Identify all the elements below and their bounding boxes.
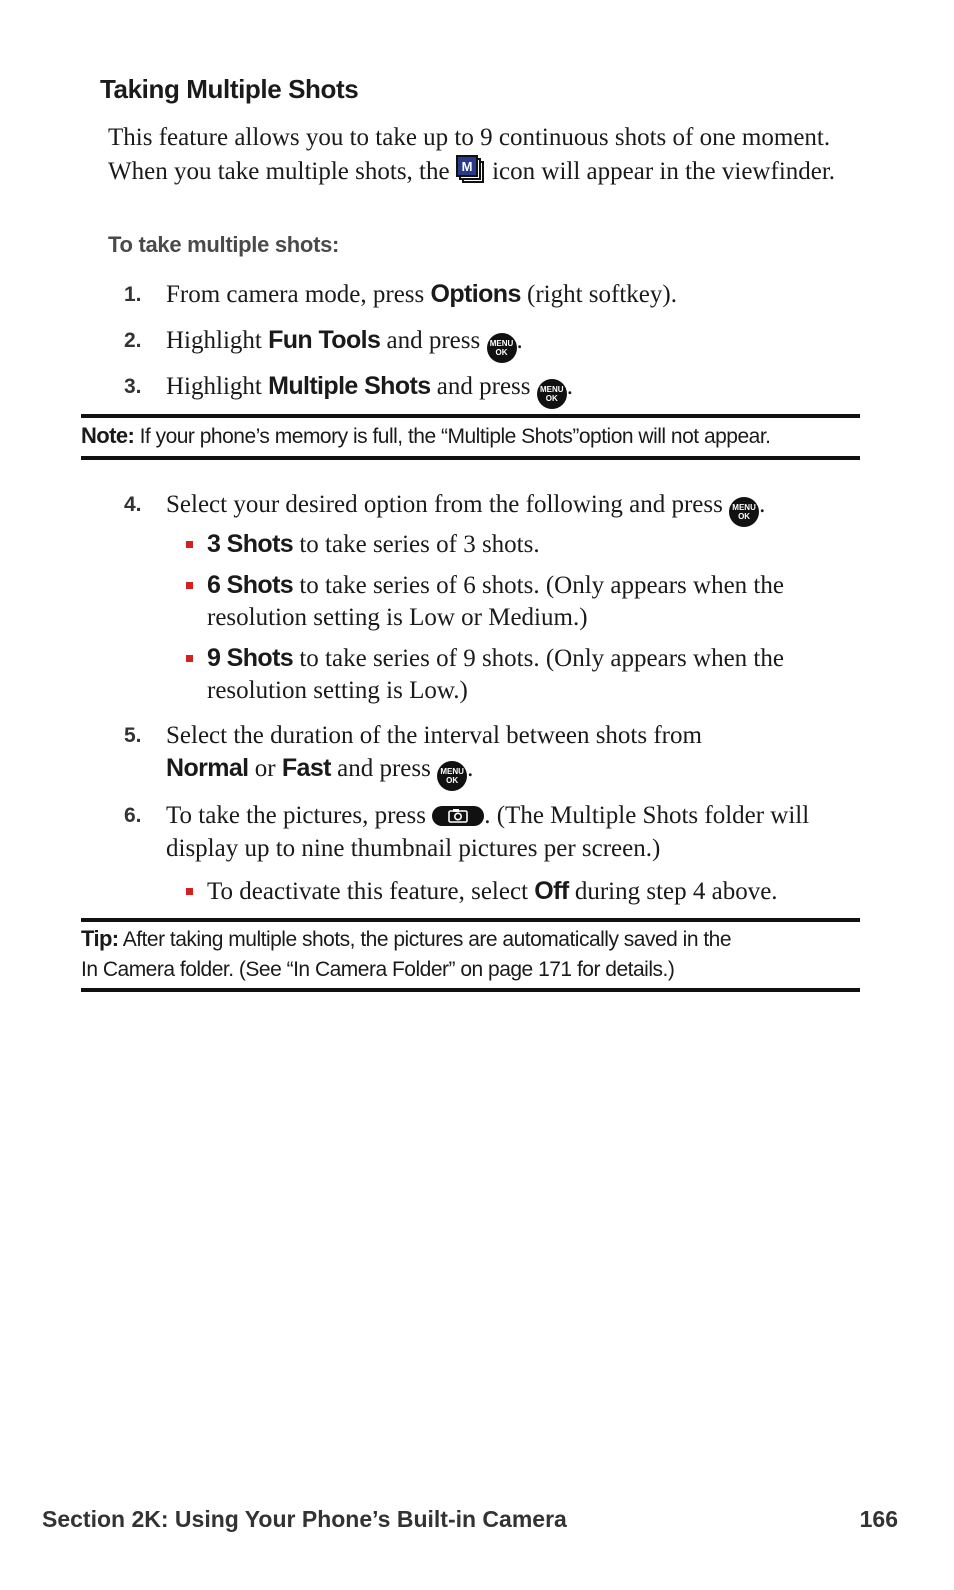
key-options: Options <box>430 280 521 308</box>
step-number: 4. <box>124 493 142 516</box>
step-text: Highlight <box>166 327 262 354</box>
key-multiple-shots: Multiple Shots <box>268 372 431 400</box>
bullet-marker <box>186 541 193 548</box>
key-fun-tools: Fun Tools <box>268 326 381 354</box>
step-number: 1. <box>124 283 142 306</box>
step-text: Highlight <box>166 373 262 400</box>
step-text: Select the duration of the interval between shots from <box>166 722 702 749</box>
menu-ok-key-icon: MENU OK <box>537 379 567 409</box>
option-text: to take series of 9 shots. (Only appears when the resolution setting is Low.) <box>207 645 784 704</box>
step-text: From camera mode, press <box>166 281 425 308</box>
menu-ok-key-icon: MENU OK <box>487 333 517 363</box>
subheading: To take multiple shots: <box>108 232 340 257</box>
tip-box <box>81 924 860 985</box>
page-number: 166 <box>859 1506 898 1532</box>
note-label: Note: <box>81 423 135 448</box>
step-text: To take the pictures, press <box>166 802 426 829</box>
bullet-text: during step 4 above. <box>574 878 778 905</box>
tip-bottom-rule <box>81 988 860 992</box>
option-label: 6 Shots <box>207 571 294 599</box>
option-text: to take series of 6 shots. (Only appears when the resolution setting is Low or Medium.) <box>207 572 784 631</box>
step-text: (right softkey). <box>527 281 677 308</box>
footer-section-title: Section 2K: Using Your Phone’s Built-in Camera <box>42 1506 567 1532</box>
multiple-shots-icon <box>456 154 486 186</box>
svg-text:M: M <box>461 159 473 174</box>
key-off: Off <box>534 877 569 905</box>
camera-key-icon <box>432 806 484 826</box>
option-label: 3 Shots <box>207 530 294 558</box>
tip-text-line1: After taking multiple shots, the pictures are automatically saved in the <box>122 928 732 951</box>
tip-text-line2: In Camera folder. (See “In Camera Folder” on page 171 for details.) <box>81 958 675 981</box>
note-bottom-rule <box>81 456 860 460</box>
step-text: Select your desired option from the following and press <box>166 491 723 518</box>
tip-label: Tip: <box>81 926 119 951</box>
step-number: 6. <box>124 804 142 827</box>
key-fast: Fast <box>281 754 331 782</box>
bullet-marker <box>186 655 193 662</box>
intro-text-after: icon will appear in the viewfinder. <box>492 158 836 185</box>
bullet-marker <box>186 582 193 589</box>
step-number: 2. <box>124 329 142 352</box>
tip-top-rule <box>81 918 860 922</box>
menu-ok-key-icon: MENU OK <box>437 761 467 791</box>
note-box <box>81 421 860 452</box>
section-heading: Taking Multiple Shots <box>100 74 359 104</box>
note-text: If your phone’s memory is full, the “Multiple Shots”option will not appear. <box>139 425 771 448</box>
step-number: 3. <box>124 375 142 398</box>
option-label: 9 Shots <box>207 644 294 672</box>
intro-text-before: This feature allows you to take up to 9 continuous shots of one moment. When you take multiple shots, the <box>108 124 831 185</box>
bullet-marker <box>186 888 193 895</box>
step-text: . (The Multiple Shots folder will display up to nine thumbnail pictures per screen.) <box>166 802 810 862</box>
step-text: and press <box>386 327 481 354</box>
option-text: to take series of 3 shots. <box>299 531 540 558</box>
step-number: 5. <box>124 724 142 747</box>
key-normal: Normal <box>166 754 249 782</box>
note-top-rule <box>81 414 860 418</box>
menu-ok-key-icon: MENU OK <box>729 497 759 527</box>
bullet-text: To deactivate this feature, select <box>207 878 529 905</box>
step-text: and press <box>436 373 531 400</box>
intro-paragraph <box>108 122 848 188</box>
